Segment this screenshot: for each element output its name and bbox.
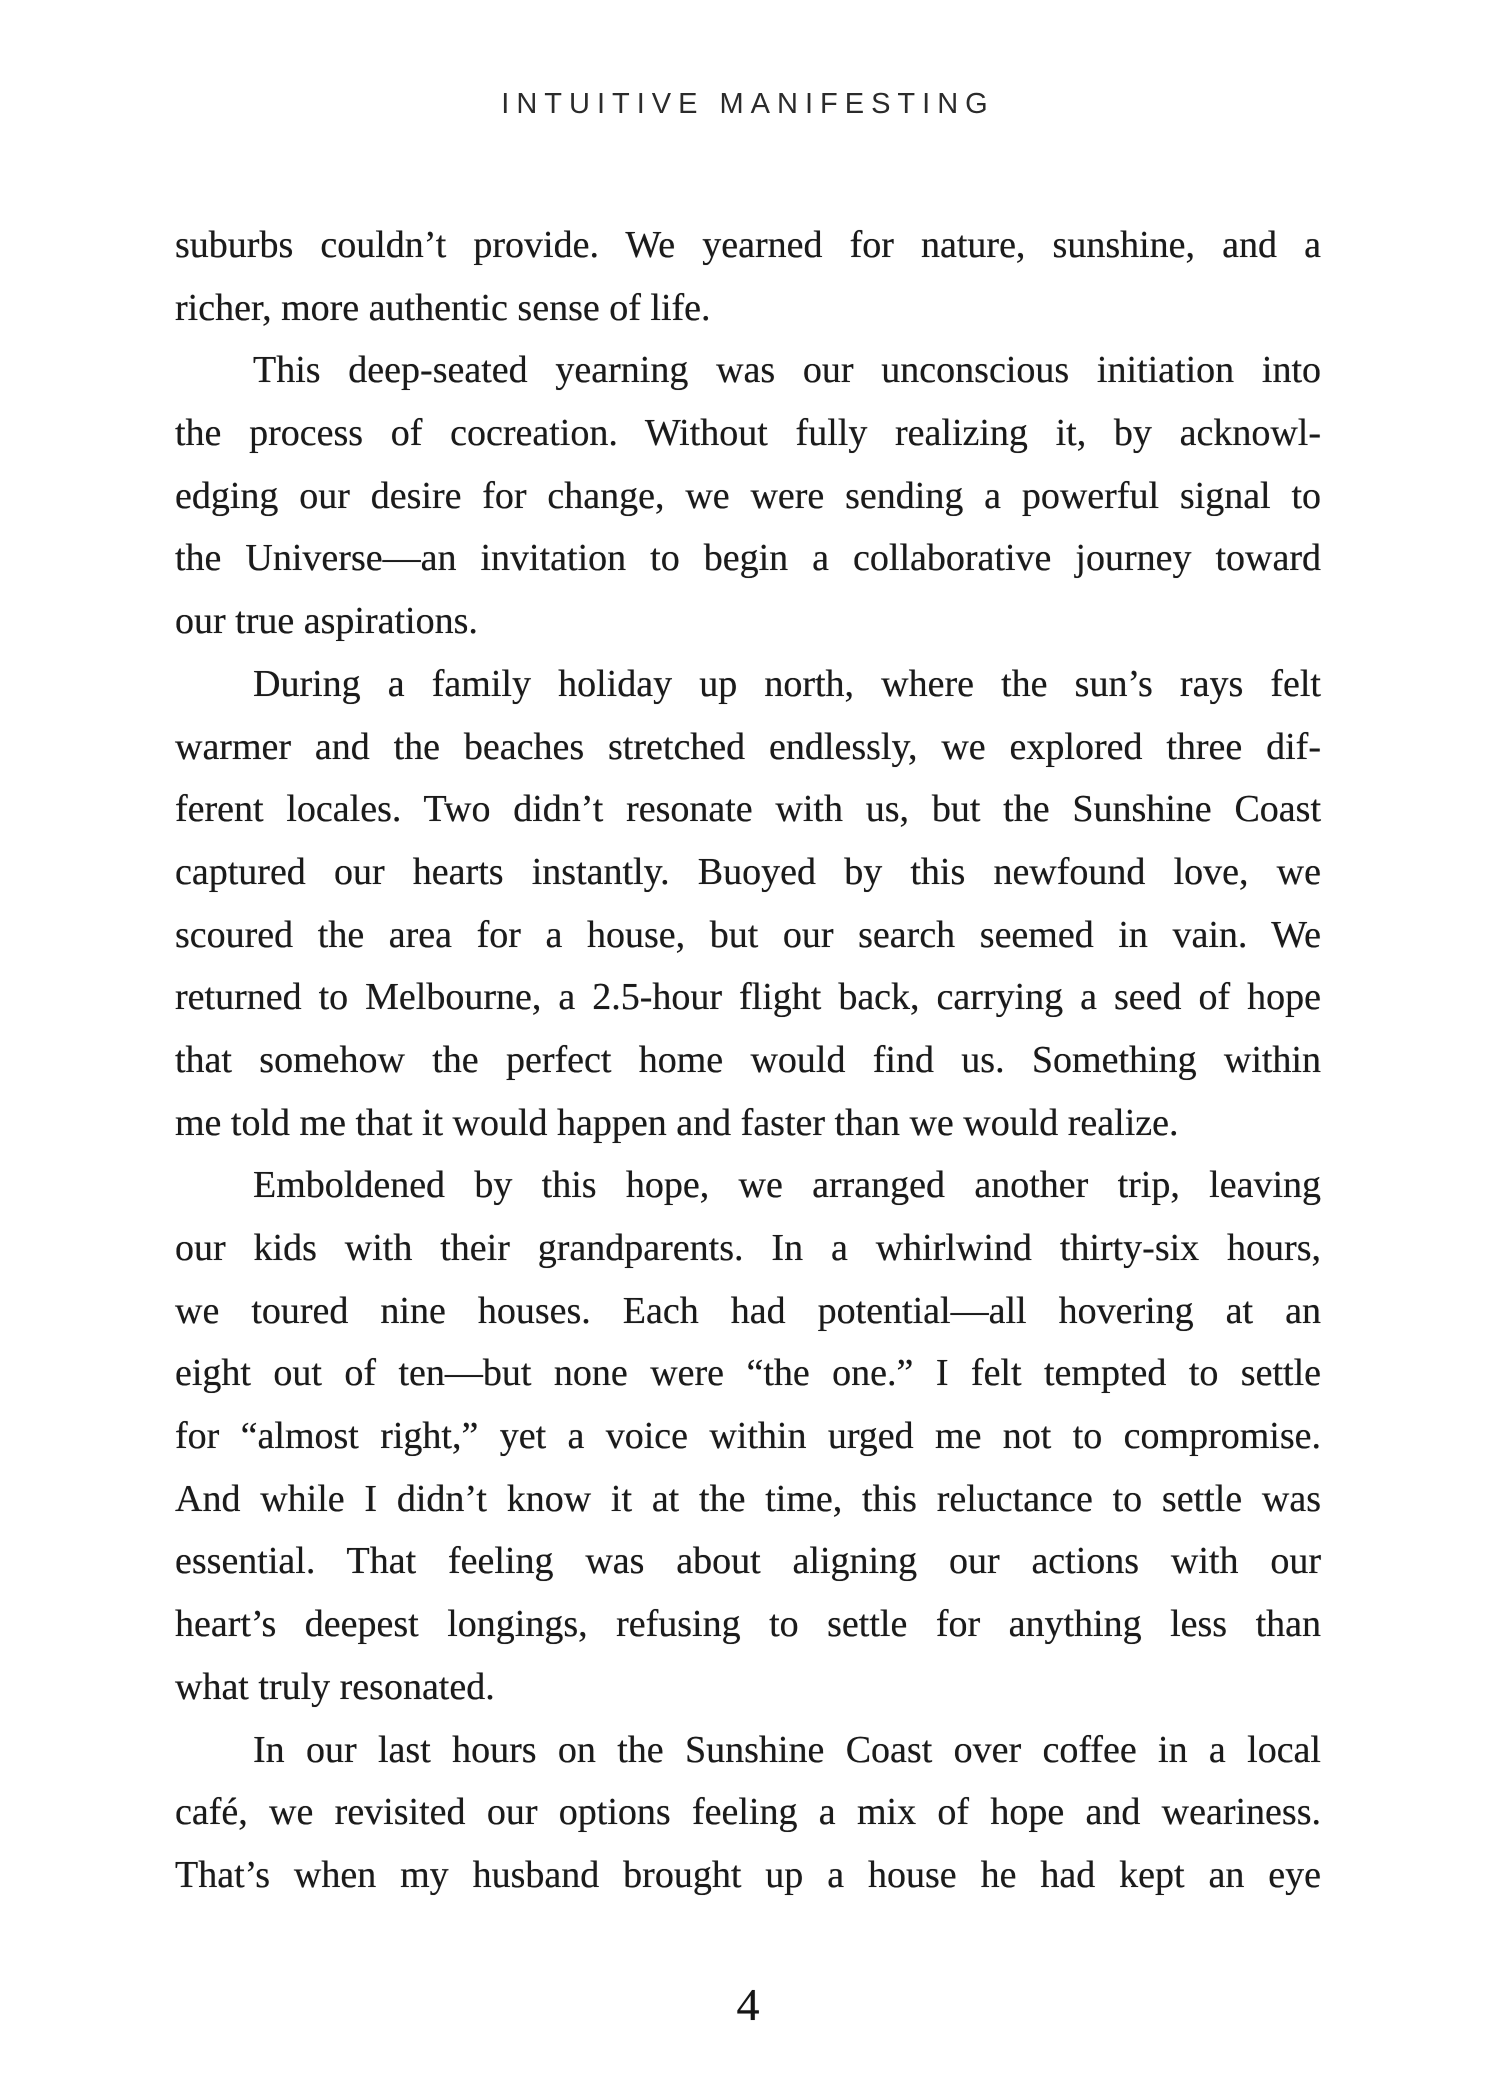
page-body bbox=[175, 214, 1321, 1907]
text-line: scoured the area for a house, but our search seemed in vain. We bbox=[175, 913, 1321, 956]
book-title: INTUITIVE MANIFESTING bbox=[501, 88, 995, 120]
text-line: ferent locales. Two didn’t resonate with us, but the Sunshine Coast bbox=[175, 788, 1321, 831]
text-line: richer, more authentic sense of life. bbox=[175, 286, 711, 329]
text-line: me told me that it would happen and faster than we would realize. bbox=[175, 1101, 1179, 1144]
text-line: returned to Melbourne, a 2.5-hour flight back, carrying a seed of hope bbox=[175, 976, 1321, 1019]
text-line: the process of cocreation. Without fully realizing it, by acknowl- bbox=[175, 412, 1321, 455]
page-number: 4 bbox=[736, 1979, 760, 2030]
text-line: café, we revisited our options feeling a mix of hope and weariness. bbox=[175, 1791, 1321, 1834]
text-line: This deep-seated yearning was our unconscious initiation into bbox=[253, 349, 1321, 392]
text-line: essential. That feeling was about aligning our actions with our bbox=[175, 1540, 1321, 1583]
text-line: we toured nine houses. Each had potential—all hovering at an bbox=[175, 1289, 1321, 1332]
running-header bbox=[0, 88, 1496, 121]
text-line: edging our desire for change, we were sending a powerful signal to bbox=[175, 474, 1321, 517]
text-line: the Universe—an invitation to begin a collaborative journey toward bbox=[175, 537, 1321, 580]
text-line: During a family holiday up north, where the sun’s rays felt bbox=[253, 662, 1321, 705]
text-line: our true aspirations. bbox=[175, 600, 478, 643]
text-line: captured our hearts instantly. Buoyed by this newfound love, we bbox=[175, 850, 1321, 893]
text-line: suburbs couldn’t provide. We yearned for nature, sunshine, and a bbox=[175, 224, 1321, 266]
text-line: for “almost right,” yet a voice within urged me not to compromise. bbox=[175, 1415, 1321, 1458]
text-line: our kids with their grandparents. In a whirlwind thirty-six hours, bbox=[175, 1227, 1321, 1269]
text-line: In our last hours on the Sunshine Coast over coffee in a local bbox=[253, 1728, 1321, 1771]
text-line: That’s when my husband brought up a house he had kept an eye bbox=[175, 1853, 1321, 1896]
text-line: Emboldened by this hope, we arranged another trip, leaving bbox=[253, 1164, 1321, 1207]
text-line: that somehow the perfect home would find us. Something within bbox=[175, 1038, 1321, 1081]
text-line: warmer and the beaches stretched endlessly, we explored three dif- bbox=[175, 725, 1321, 768]
text-line: And while I didn’t know it at the time, this reluctance to settle was bbox=[175, 1477, 1321, 1520]
text-line: eight out of ten—but none were “the one.” I felt tempted to settle bbox=[175, 1352, 1321, 1395]
text-line: heart’s deepest longings, refusing to settle for anything less than bbox=[175, 1603, 1321, 1646]
text-line: what truly resonated. bbox=[175, 1665, 495, 1708]
